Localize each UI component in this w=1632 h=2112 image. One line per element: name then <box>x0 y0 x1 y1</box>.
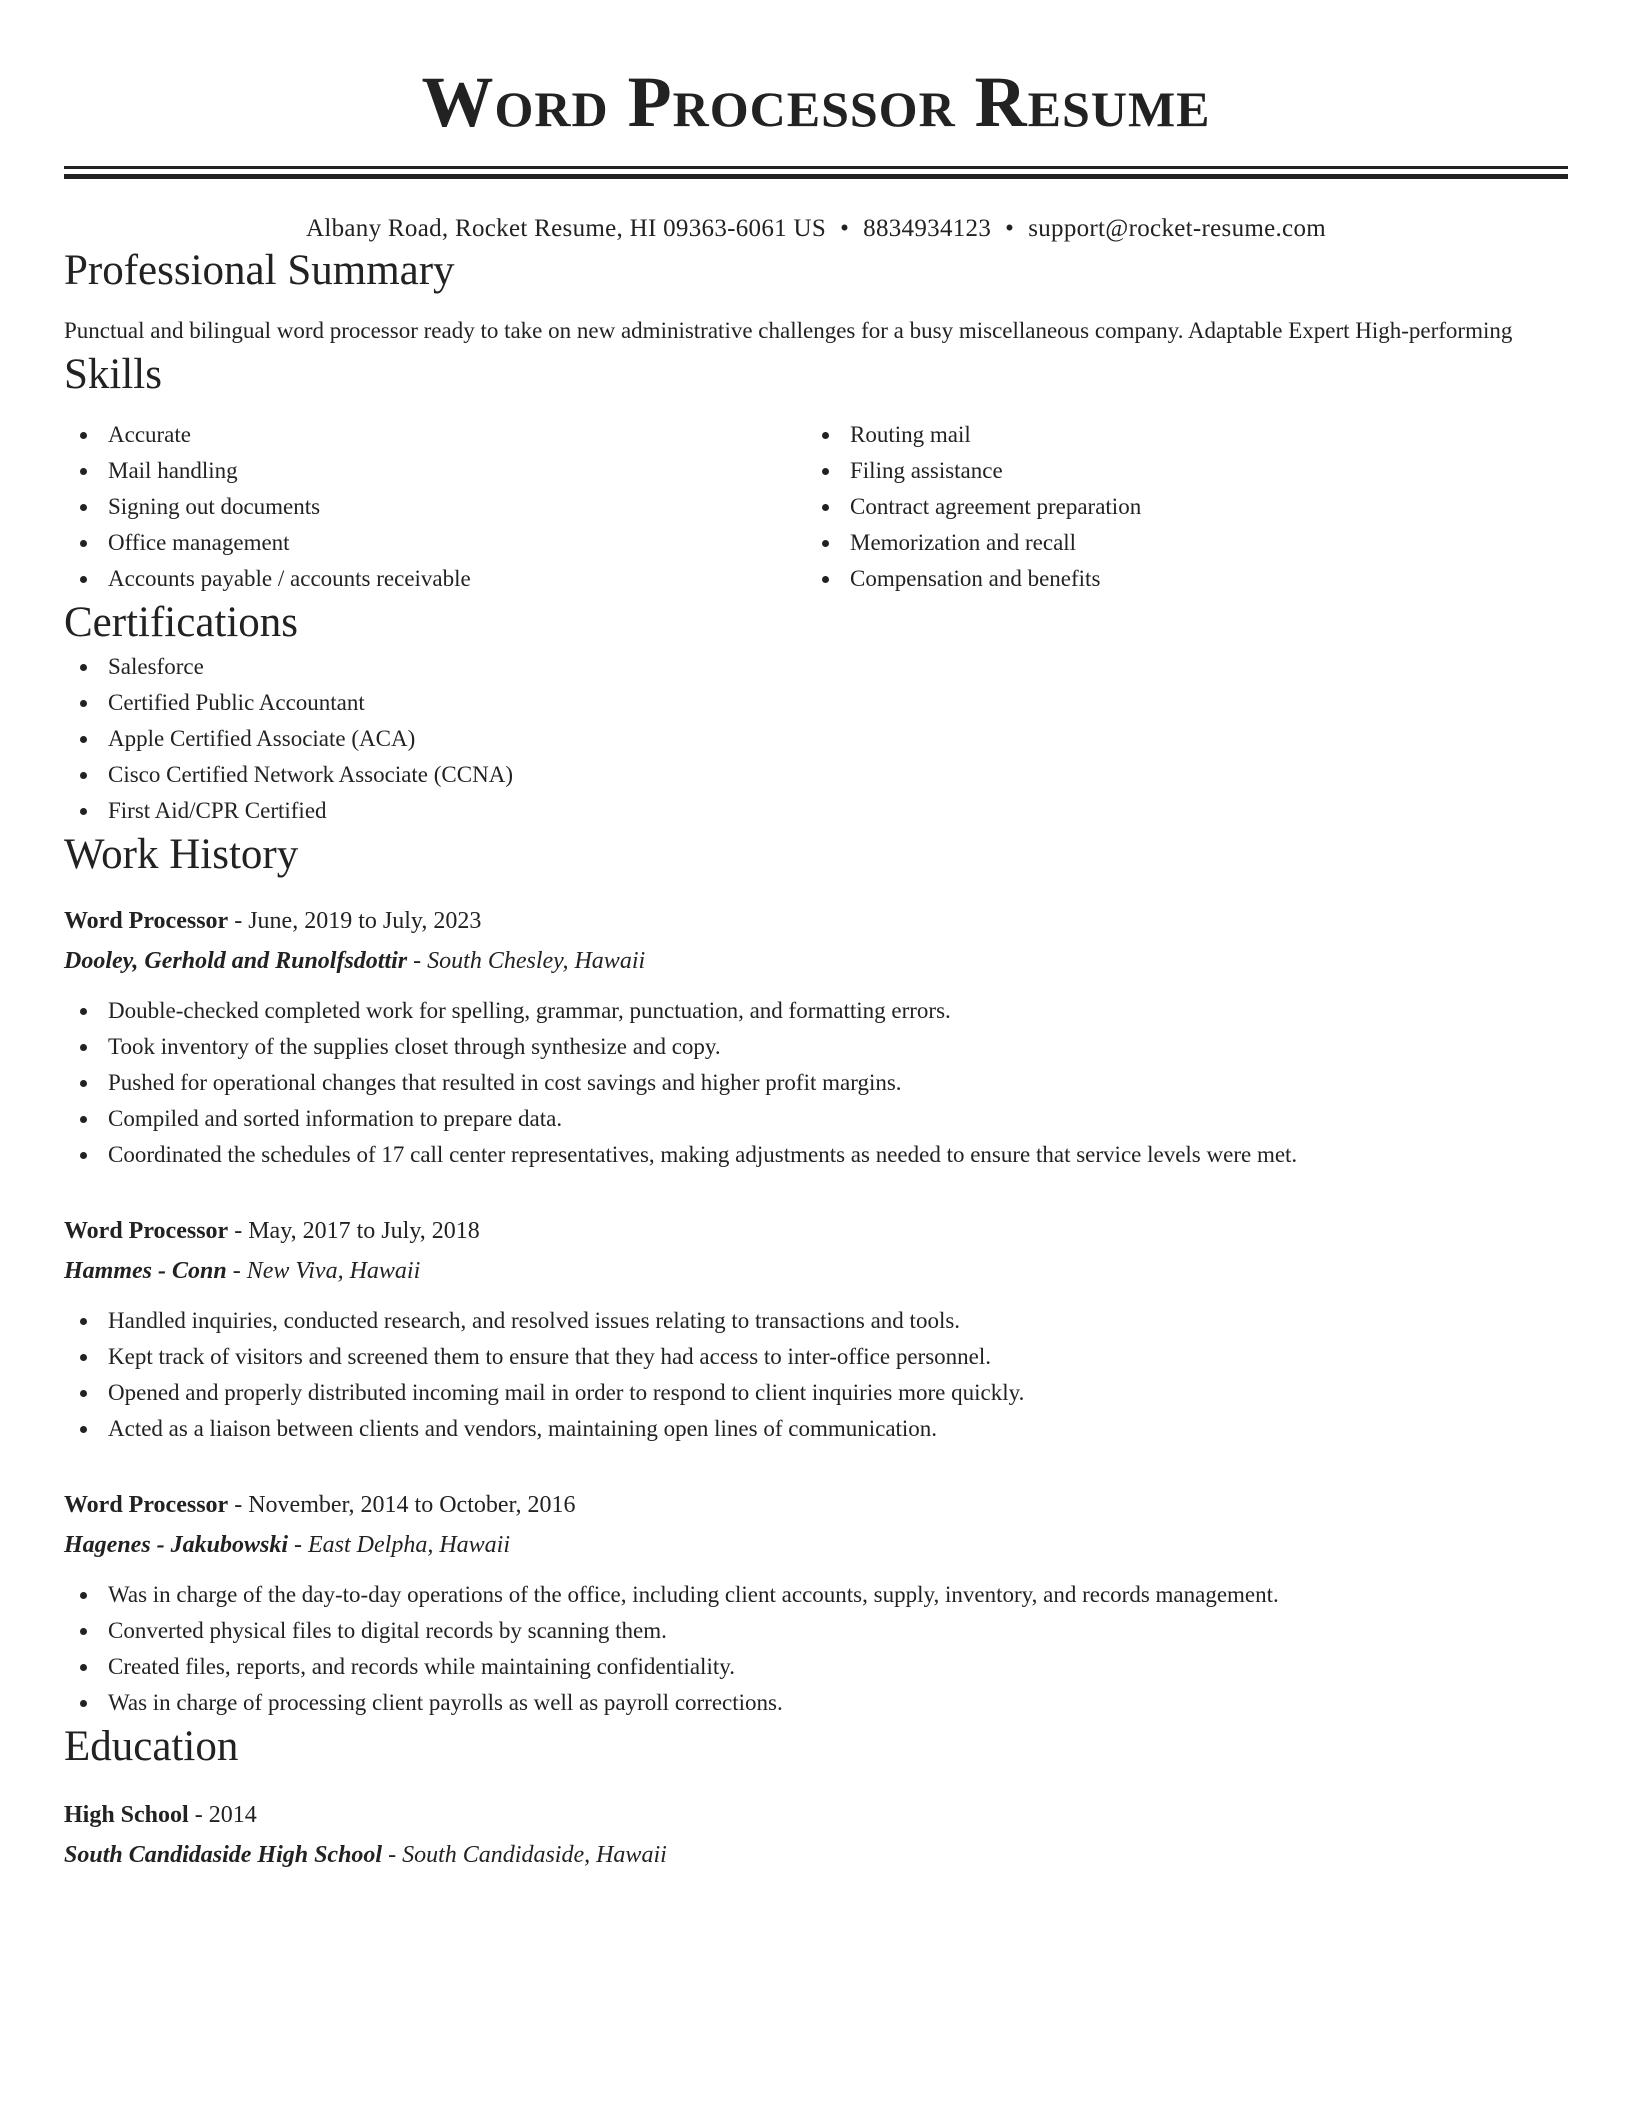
title-rule-thin <box>64 166 1568 169</box>
job-duty: Pushed for operational changes that resulted in cost savings and higher profit margins. <box>64 1065 1568 1101</box>
dash: - <box>288 1532 309 1558</box>
company-location: New Viva, Hawaii <box>246 1258 421 1284</box>
job-title-line <box>64 1213 1568 1249</box>
job-duties-list <box>64 993 1568 1173</box>
skill-item: Mail handling <box>64 453 806 489</box>
certifications-list <box>64 649 1568 829</box>
resume-title: Word Processor Resume <box>421 62 1211 142</box>
summary-text: Punctual and bilingual word processor ready to take on new administrative challenges for a busy miscellaneous company. Adaptable Expert High-performing <box>64 318 1513 343</box>
job-duty: Opened and properly distributed incoming mail in order to respond to client inquiries more quickly. <box>64 1375 1568 1411</box>
skill-item: Routing mail <box>806 417 1548 453</box>
job-duties-list <box>64 1303 1568 1447</box>
job-entry <box>64 903 1568 1173</box>
dash: - <box>228 1218 249 1244</box>
resume-page <box>64 0 1568 1873</box>
skill-item: Signing out documents <box>64 489 806 525</box>
education-location: South Candidaside, Hawaii <box>402 1842 667 1868</box>
job-duty: Kept track of visitors and screened them to ensure that they had access to inter-office personnel. <box>64 1339 1568 1375</box>
job-entry <box>64 1487 1568 1721</box>
dash: - <box>226 1258 247 1284</box>
company-location: South Chesley, Hawaii <box>427 948 646 974</box>
job-duty: Coordinated the schedules of 17 call center representatives, making adjustments as needed to ensure that service levels were met. <box>64 1137 1568 1173</box>
education-entry <box>64 1797 1568 1873</box>
skill-item: Compensation and benefits <box>806 561 1548 597</box>
skill-item: Accounts payable / accounts receivable <box>64 561 806 597</box>
company-name: Hammes - Conn <box>64 1258 227 1284</box>
certification-item: Salesforce <box>64 649 1568 685</box>
dash: - <box>382 1842 403 1868</box>
contact-separator: • <box>840 215 850 242</box>
skill-item: Contract agreement preparation <box>806 489 1548 525</box>
job-dates: May, 2017 to July, 2018 <box>248 1218 480 1244</box>
skill-item: Office management <box>64 525 806 561</box>
job-dates: June, 2019 to July, 2023 <box>248 908 482 934</box>
education-school-line <box>64 1837 1568 1873</box>
job-entry <box>64 1213 1568 1447</box>
contact-email[interactable]: support@rocket-resume.com <box>1028 215 1326 242</box>
job-duty: Created files, reports, and records while maintaining confidentiality. <box>64 1649 1568 1685</box>
job-duty: Acted as a liaison between clients and vendors, maintaining open lines of communication. <box>64 1411 1568 1447</box>
job-title: Word Processor <box>64 908 229 934</box>
certification-item: Certified Public Accountant <box>64 685 1568 721</box>
company-name: Hagenes - Jakubowski <box>64 1532 289 1558</box>
skills-list-left <box>64 417 806 597</box>
job-duty: Was in charge of the day-to-day operations of the office, including client accounts, supply, inventory, and records management. <box>64 1577 1568 1613</box>
education-year: 2014 <box>208 1802 257 1828</box>
certification-item: Apple Certified Associate (ACA) <box>64 721 1568 757</box>
skills-grid <box>64 417 1568 597</box>
company-location: East Delpha, Hawaii <box>308 1532 511 1558</box>
work-history-heading: Work History <box>64 831 299 878</box>
skills-heading: Skills <box>64 351 162 398</box>
company-line <box>64 1527 1568 1563</box>
skill-item: Filing assistance <box>806 453 1548 489</box>
skill-item: Memorization and recall <box>806 525 1548 561</box>
contact-phone[interactable]: 8834934123 <box>863 215 992 242</box>
company-name: Dooley, Gerhold and Runolfsdottir <box>64 948 408 974</box>
education-degree-line <box>64 1797 1568 1833</box>
contact-line <box>64 213 1568 245</box>
certifications-heading: Certifications <box>64 599 299 646</box>
job-title: Word Processor <box>64 1218 229 1244</box>
education-school: South Candidaside High School <box>64 1842 383 1868</box>
contact-address: Albany Road, Rocket Resume, HI 09363-6061 US <box>305 215 827 242</box>
job-duties-list <box>64 1577 1568 1721</box>
skill-item: Accurate <box>64 417 806 453</box>
dash: - <box>407 948 428 974</box>
job-duty: Compiled and sorted information to prepare data. <box>64 1101 1568 1137</box>
dash: - <box>188 1802 209 1828</box>
education-heading: Education <box>64 1723 239 1770</box>
skills-list-right <box>806 417 1548 597</box>
certification-item: Cisco Certified Network Associate (CCNA) <box>64 757 1568 793</box>
job-duty: Was in charge of processing client payrolls as well as payroll corrections. <box>64 1685 1568 1721</box>
job-title-line <box>64 903 1568 939</box>
job-title: Word Processor <box>64 1492 229 1518</box>
title-rule-thick <box>64 174 1568 179</box>
dash: - <box>228 908 249 934</box>
job-duty: Took inventory of the supplies closet through synthesize and copy. <box>64 1029 1568 1065</box>
summary-heading: Professional Summary <box>64 247 455 294</box>
contact-separator: • <box>1005 215 1015 242</box>
job-duty: Double-checked completed work for spelling, grammar, punctuation, and formatting errors. <box>64 993 1568 1029</box>
education-degree: High School <box>64 1802 189 1828</box>
job-duty: Converted physical files to digital records by scanning them. <box>64 1613 1568 1649</box>
job-duty: Handled inquiries, conducted research, and resolved issues relating to transactions and tools. <box>64 1303 1568 1339</box>
company-line <box>64 943 1568 979</box>
certification-item: First Aid/CPR Certified <box>64 793 1568 829</box>
dash: - <box>228 1492 249 1518</box>
company-line <box>64 1253 1568 1289</box>
job-title-line <box>64 1487 1568 1523</box>
job-dates: November, 2014 to October, 2016 <box>248 1492 576 1518</box>
